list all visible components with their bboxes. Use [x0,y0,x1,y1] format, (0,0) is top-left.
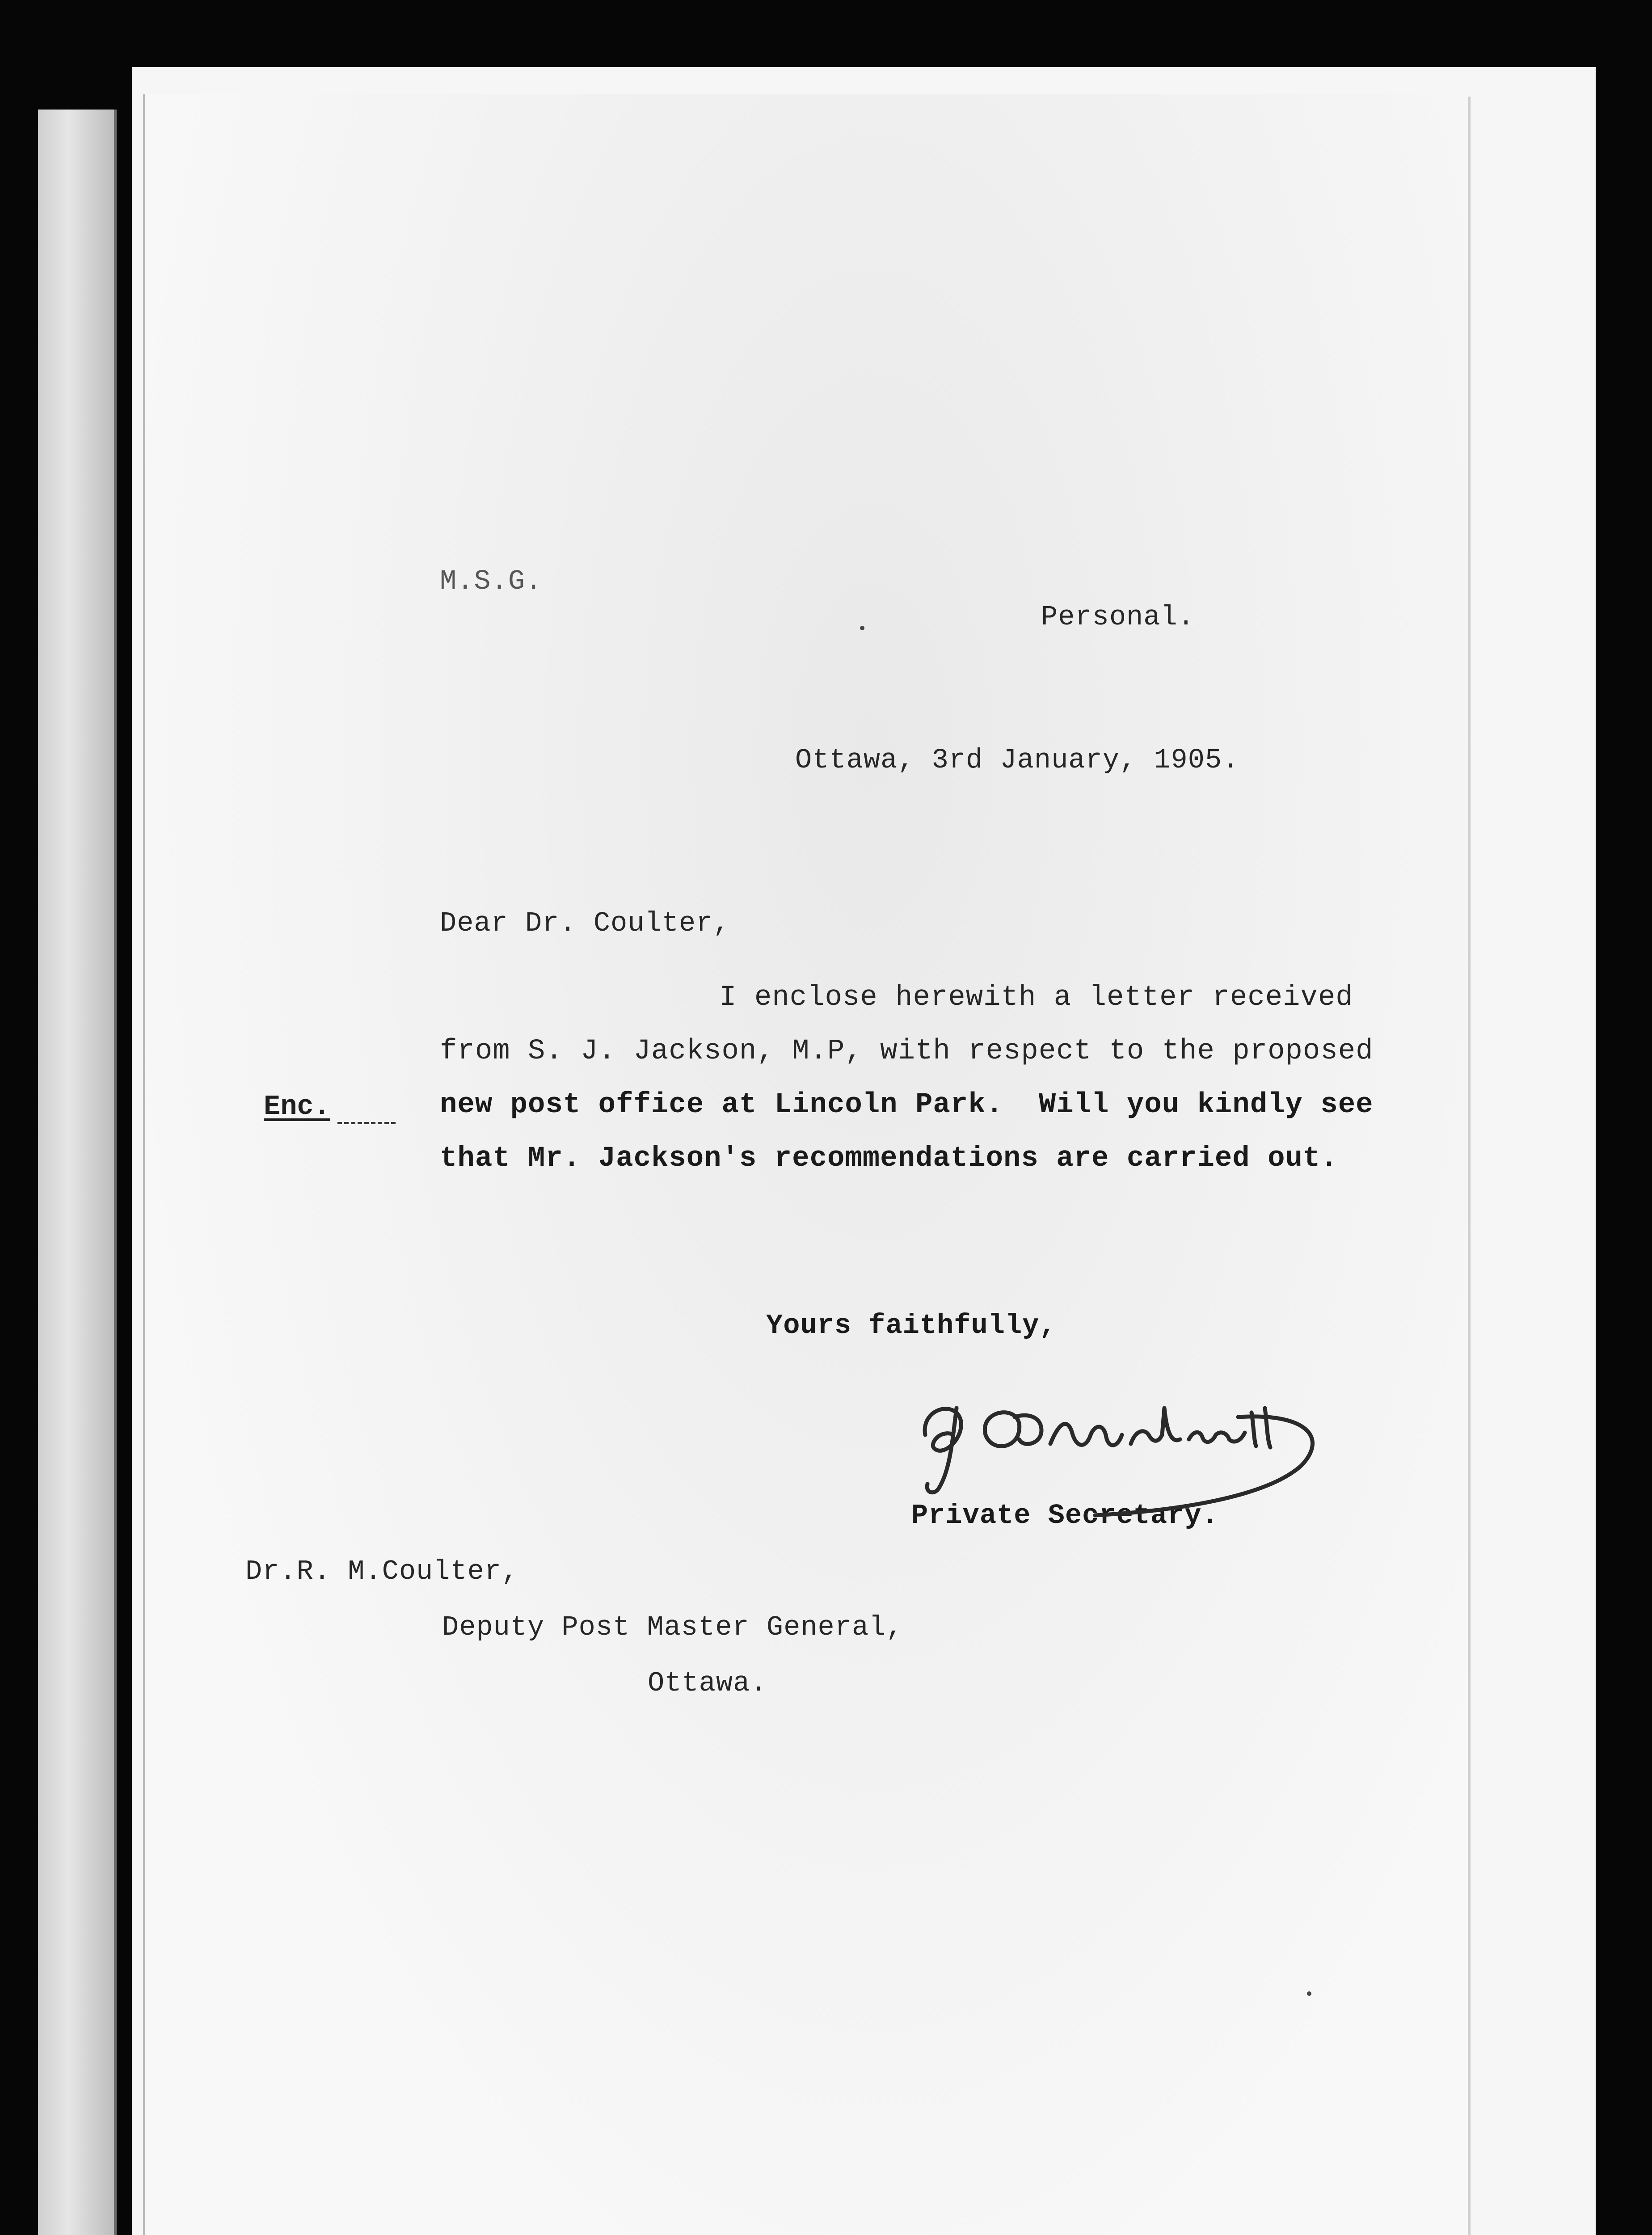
body-line: from S. J. Jackson, M.P, with respect to the proposed [440,1035,1374,1067]
body-line: that Mr. Jackson's recommendations are carried out. [440,1143,1338,1175]
salutation: Dear Dr. Coulter, [440,907,730,939]
personal-marking: Personal. [1041,601,1195,633]
body-line: new post office at Lincoln Park. Will you kindly see [440,1089,1374,1121]
handwritten-signature [907,1381,1345,1533]
backing-sheet-edge [38,110,117,2235]
closing: Yours faithfully, [766,1310,1057,1341]
enclosure-label: Enc. [264,1091,330,1122]
addressee-city: Ottawa. [648,1667,767,1699]
addressee-name: Dr.R. M.Coulter, [245,1556,519,1587]
letter-sheet [143,94,1468,2235]
addressee-title: Deputy Post Master General, [442,1611,903,1643]
ink-speck [1307,1991,1311,1996]
body-line: I enclose herewith a letter received [719,982,1353,1014]
signer-title: Private Secretary. [911,1500,1219,1531]
reference-code: M.S.G. [440,565,543,597]
dateline: Ottawa, 3rd January, 1905. [795,744,1239,776]
ink-speck [860,626,864,630]
enclosure-dash [337,1122,396,1124]
enclosure-note [241,1091,396,1126]
